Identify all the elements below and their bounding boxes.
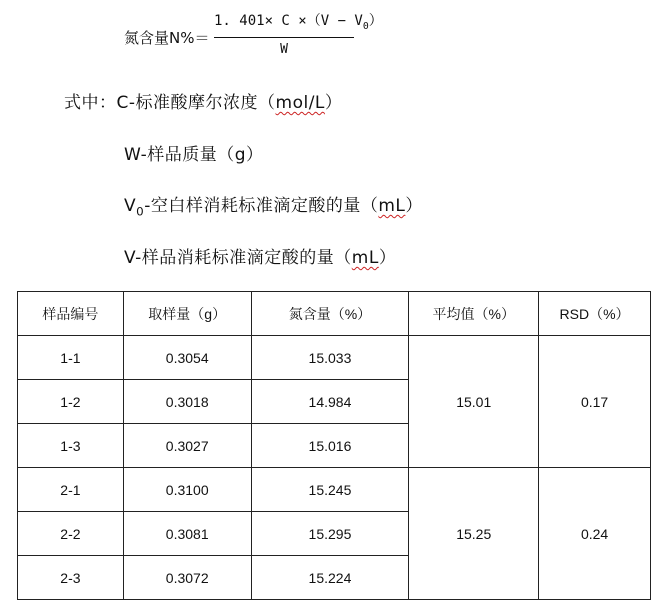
results-table xyxy=(17,291,651,600)
definition-v0-text: -空白样消耗标准滴定酸的量（ xyxy=(144,196,379,216)
cell-sample-mass: 0.3054 xyxy=(123,336,251,380)
cell-sample-mass: 0.3018 xyxy=(123,380,251,424)
cell-sample-id: 1-3 xyxy=(18,424,124,468)
definition-w: W-样品质量（g） xyxy=(124,145,264,165)
definition-v0 xyxy=(124,191,423,218)
nitrogen-formula xyxy=(124,10,404,62)
definition-v0-subscript: 0 xyxy=(136,204,145,219)
cell-average: 15.25 xyxy=(409,468,539,600)
definition-c xyxy=(64,88,342,113)
header-rsd: RSD（%） xyxy=(539,292,651,336)
cell-nitrogen-content: 15.245 xyxy=(251,468,409,512)
table-row xyxy=(18,336,651,380)
definition-v-unit: mL xyxy=(351,248,379,268)
cell-average: 15.01 xyxy=(409,336,539,468)
definition-v0-symbol: V xyxy=(124,196,137,216)
definition-v0-unit: mL xyxy=(378,196,406,216)
fraction-bar xyxy=(214,37,354,38)
cell-nitrogen-content: 15.016 xyxy=(251,424,409,468)
table-header-row xyxy=(18,292,651,336)
definition-v-close: ） xyxy=(378,248,397,268)
cell-rsd: 0.24 xyxy=(539,468,651,600)
header-sample-mass: 取样量（g） xyxy=(123,292,251,336)
cell-sample-mass: 0.3072 xyxy=(123,556,251,600)
cell-sample-mass: 0.3081 xyxy=(123,512,251,556)
cell-sample-id: 1-2 xyxy=(18,380,124,424)
cell-nitrogen-content: 15.033 xyxy=(251,336,409,380)
cell-sample-id: 1-1 xyxy=(18,336,124,380)
formula-lhs: 氮含量N%＝ xyxy=(124,29,210,47)
header-nitrogen-content: 氮含量（%） xyxy=(251,292,409,336)
formula-numerator xyxy=(214,10,383,32)
cell-sample-mass: 0.3027 xyxy=(123,424,251,468)
definition-c-close: ） xyxy=(324,93,343,113)
cell-sample-id: 2-1 xyxy=(18,468,124,512)
cell-sample-id: 2-3 xyxy=(18,556,124,600)
formula-denominator: W xyxy=(280,41,288,57)
definition-c-unit: mol/L xyxy=(275,93,325,113)
cell-sample-mass: 0.3100 xyxy=(123,468,251,512)
numerator-text: 1. 401× C ×（V − V xyxy=(214,13,363,29)
definition-v xyxy=(124,243,396,268)
cell-rsd: 0.17 xyxy=(539,336,651,468)
definition-v0-close: ） xyxy=(405,196,423,216)
formula-fraction xyxy=(214,10,383,57)
numerator-close: ） xyxy=(368,13,383,29)
cell-nitrogen-content: 15.295 xyxy=(251,512,409,556)
numerator-subscript: 0 xyxy=(362,20,369,32)
header-average: 平均值（%） xyxy=(409,292,539,336)
cell-sample-id: 2-2 xyxy=(18,512,124,556)
cell-nitrogen-content: 14.984 xyxy=(251,380,409,424)
definition-c-text: C-标准酸摩尔浓度（ xyxy=(116,93,276,113)
cell-nitrogen-content: 15.224 xyxy=(251,556,409,600)
definition-prefix: 式中： xyxy=(64,93,117,113)
header-sample-id: 样品编号 xyxy=(18,292,124,336)
definition-v-text: V-样品消耗标准滴定酸的量（ xyxy=(124,248,352,268)
table-row xyxy=(18,468,651,512)
